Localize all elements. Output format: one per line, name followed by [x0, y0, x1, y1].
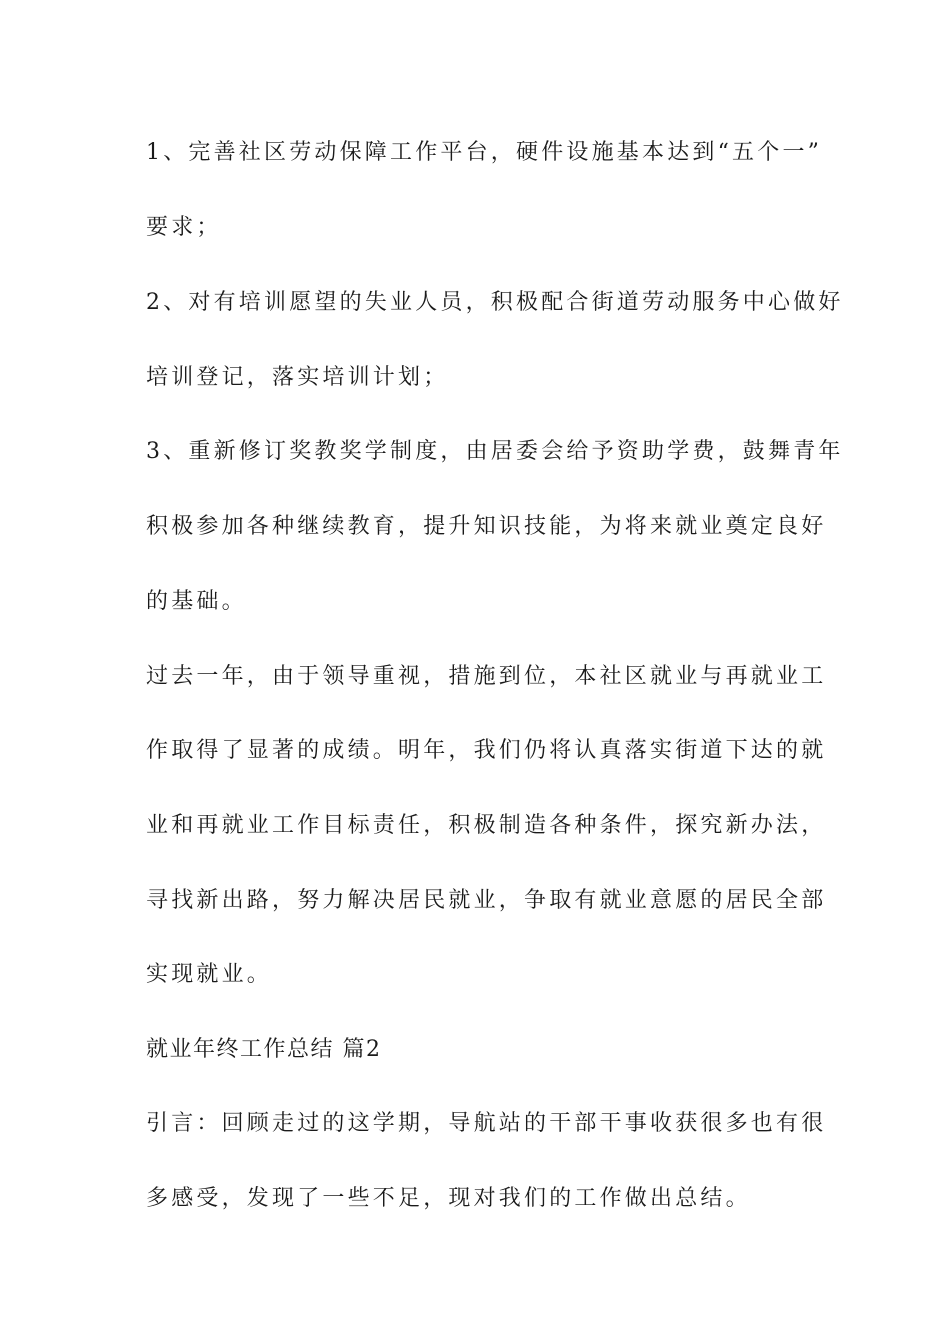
summary-paragraph-line-1: 过去一年，由于领导重视，措施到位，本社区就业与再就业工	[146, 664, 827, 689]
summary-paragraph-line-3: 业和再就业工作目标责任，积极制造各种条件，探究新办法，	[146, 813, 827, 838]
summary-paragraph-line-4: 寻找新出路，努力解决居民就业，争取有就业意愿的居民全部	[146, 888, 827, 913]
list-item-2-line-1: 2、对有培训愿望的失业人员，积极配合街道劳动服务中心做好	[146, 290, 844, 315]
summary-paragraph-line-2: 作取得了显著的成绩。明年，我们仍将认真落实街道下达的就	[146, 738, 827, 763]
list-item-3-line-3: 的基础。	[146, 589, 247, 614]
intro-paragraph-line-1: 引言：回顾走过的这学期，导航站的干部干事收获很多也有很	[146, 1111, 827, 1136]
summary-paragraph-line-5: 实现就业。	[146, 962, 273, 987]
list-item-3-line-1: 3、重新修订奖教奖学制度，由居委会给予资助学费，鼓舞青年	[146, 439, 844, 464]
section-heading: 就业年终工作总结 篇2	[146, 1037, 382, 1062]
list-item-3-line-2: 积极参加各种继续教育，提升知识技能，为将来就业奠定良好	[146, 514, 827, 539]
intro-paragraph-line-2: 多感受，发现了一些不足，现对我们的工作做出总结。	[146, 1186, 751, 1211]
list-item-1-line-2: 要求；	[146, 215, 222, 240]
list-item-1-line-1: 1、完善社区劳动保障工作平台，硬件设施基本达到“五个一”	[146, 140, 823, 165]
list-item-2-line-2: 培训登记，落实培训计划；	[146, 365, 449, 390]
